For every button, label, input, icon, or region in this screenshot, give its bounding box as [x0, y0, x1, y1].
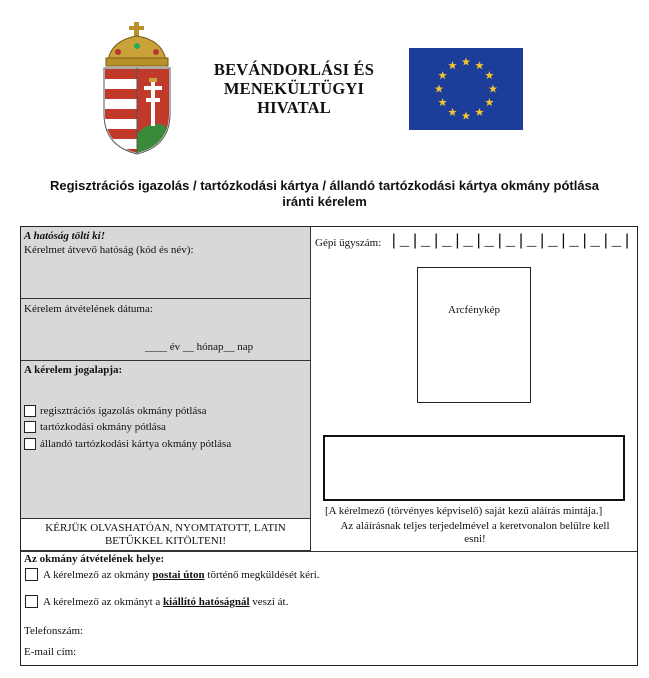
delivery-option-post-post: történő megküldését kéri. — [204, 569, 320, 581]
delivery-checkbox-post[interactable] — [25, 568, 38, 581]
photo-label: Arcfénykép — [448, 304, 500, 316]
form-title — [30, 178, 619, 210]
basis-option-2: tartózkodási okmány pótlása — [40, 421, 166, 433]
agency-line-2: MENEKÜLTÜGYI — [223, 79, 365, 98]
delivery-option-office-post: veszi át. — [249, 596, 289, 608]
form-title-line-2: iránti kérelem — [282, 194, 367, 209]
basis-section — [21, 361, 311, 519]
signature-note-line-2: esni! — [464, 533, 486, 545]
date-label: Kérelem átvételének dátuma: — [24, 303, 153, 315]
date-section[interactable] — [21, 299, 311, 361]
signature-note-line-1: Az aláírásnak teljes terjedelmével a keretvonalon belülre kell — [340, 520, 610, 532]
photo-box[interactable] — [417, 267, 531, 403]
delivery-option-post-emphasis: postai úton — [152, 569, 205, 581]
case-number-boxes[interactable]: |_|_|_|_|_|_|_|_|_|_|_| — [389, 232, 633, 250]
basis-checkbox-2[interactable] — [24, 421, 36, 433]
case-number-label: Gépi ügyszám: — [315, 237, 382, 249]
delivery-option-post-pre: A kérelmező az okmány — [43, 569, 153, 581]
notice-line-1: KÉRJÜK OLVASHATÓAN, NYOMTATOTT, LATIN — [45, 522, 286, 534]
basis-option-1: regisztrációs igazolás okmány pótlása — [40, 405, 207, 417]
delivery-option-office — [43, 596, 288, 608]
delivery-checkbox-office[interactable] — [25, 595, 38, 608]
application-form — [20, 226, 638, 666]
receiver-label: Kérelmet átvevő hatóság (kód és név): — [24, 244, 194, 256]
basis-checkbox-3[interactable] — [24, 438, 36, 450]
divider — [21, 551, 637, 552]
signature-caption: [A kérelmező (törvényes képviselő) saját kezű aláírás mintája.] — [325, 505, 603, 517]
delivery-option-post — [43, 569, 320, 581]
basis-heading: A kérelem jogalapja: — [24, 364, 123, 376]
date-fields: ____ év __ hónap__ nap — [145, 341, 254, 353]
delivery-option-office-pre: A kérelmező az okmányt a — [43, 596, 164, 608]
email-label[interactable]: E-mail cím: — [24, 646, 77, 658]
notice-section — [21, 519, 311, 551]
eu-flag-icon — [409, 48, 523, 130]
basis-checkbox-1[interactable] — [24, 405, 36, 417]
signature-box[interactable] — [323, 435, 625, 501]
phone-label[interactable]: Telefonszám: — [24, 625, 84, 637]
receiver-section[interactable] — [21, 227, 311, 299]
delivery-option-office-emphasis: kiállító hatóságnál — [163, 596, 250, 608]
agency-line-1: BEVÁNDORLÁSI ÉS — [213, 60, 375, 79]
hungarian-coat-of-arms-icon — [98, 22, 176, 156]
authority-heading: A hatóság tölti ki! — [24, 230, 105, 242]
agency-line-3: HIVATAL — [257, 98, 331, 117]
delivery-heading: Az okmány átvételének helye: — [24, 553, 165, 565]
form-title-line-1: Regisztrációs igazolás / tartózkodási kártya / állandó tartózkodási kártya okmány pótlása — [49, 178, 600, 193]
notice-line-2: BETŰKKEL KITÖLTENI! — [104, 535, 227, 547]
basis-option-3: állandó tartózkodási kártya okmány pótlása — [40, 438, 232, 450]
agency-name — [204, 60, 384, 117]
